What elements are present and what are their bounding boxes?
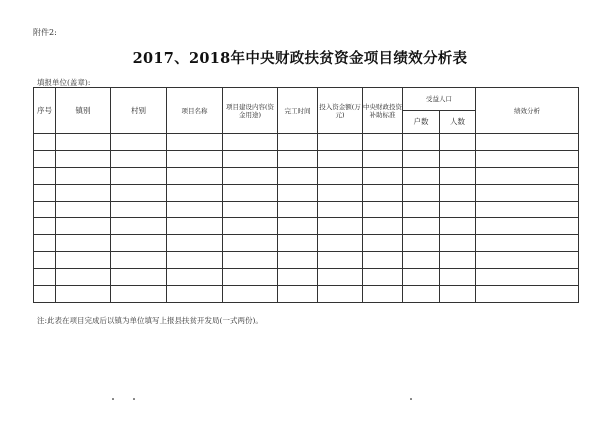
performance-table: [33, 87, 579, 303]
table-cell: [111, 134, 167, 151]
header-persons: 人数: [440, 111, 476, 134]
scan-speck: [410, 398, 412, 400]
table-cell: [318, 150, 363, 167]
header-investment: 投入资金额(万元): [318, 88, 363, 134]
table-cell: [363, 269, 403, 286]
table-row: [34, 184, 579, 201]
table-cell: [278, 269, 318, 286]
header-town: 镇别: [56, 88, 111, 134]
table-cell: [34, 167, 56, 184]
table-cell: [476, 252, 579, 269]
table-cell: [34, 269, 56, 286]
table-cell: [278, 201, 318, 218]
table-cell: [167, 235, 223, 252]
table-cell: [167, 218, 223, 235]
table-cell: [223, 286, 278, 303]
table-cell: [223, 235, 278, 252]
table-cell: [167, 134, 223, 151]
table-cell: [223, 184, 278, 201]
table-cell: [34, 150, 56, 167]
table-cell: [111, 150, 167, 167]
table-cell: [476, 218, 579, 235]
table-row: [34, 167, 579, 184]
table-cell: [167, 201, 223, 218]
table-row: [34, 150, 579, 167]
table-cell: [363, 150, 403, 167]
table-cell: [111, 201, 167, 218]
table-cell: [440, 269, 476, 286]
table-cell: [318, 252, 363, 269]
table-cell: [34, 184, 56, 201]
table-cell: [476, 184, 579, 201]
table-row: [34, 252, 579, 269]
table-cell: [111, 252, 167, 269]
table-cell: [363, 134, 403, 151]
table-cell: [56, 201, 111, 218]
table-cell: [223, 134, 278, 151]
header-construction-content: 项目建设内容(资金用途): [223, 88, 278, 134]
header-village: 村别: [111, 88, 167, 134]
table-cell: [476, 201, 579, 218]
table-row: [34, 235, 579, 252]
table-cell: [56, 134, 111, 151]
table-cell: [167, 252, 223, 269]
table-cell: [318, 134, 363, 151]
table-cell: [167, 150, 223, 167]
table-cell: [111, 167, 167, 184]
table-cell: [318, 218, 363, 235]
table-cell: [363, 184, 403, 201]
table-cell: [318, 286, 363, 303]
table-cell: [403, 286, 440, 303]
table-cell: [363, 286, 403, 303]
table-cell: [278, 218, 318, 235]
table-cell: [56, 167, 111, 184]
table-cell: [440, 134, 476, 151]
table-cell: [278, 286, 318, 303]
table-cell: [476, 167, 579, 184]
table-cell: [318, 269, 363, 286]
table-cell: [440, 167, 476, 184]
header-project-name: 项目名称: [167, 88, 223, 134]
table-row: [34, 201, 579, 218]
table-row: [34, 134, 579, 151]
header-completion-time: 完工时间: [278, 88, 318, 134]
table-cell: [223, 201, 278, 218]
table-cell: [278, 184, 318, 201]
table-cell: [440, 286, 476, 303]
table-cell: [167, 167, 223, 184]
table-cell: [56, 269, 111, 286]
table-row: [34, 269, 579, 286]
table-cell: [440, 252, 476, 269]
table-cell: [167, 269, 223, 286]
table-body: [34, 134, 579, 303]
table-cell: [56, 184, 111, 201]
table-cell: [111, 218, 167, 235]
scan-speck: [112, 398, 114, 400]
header-subsidy-standard: 中央财政投资补助标准: [363, 88, 403, 134]
page-title: 2017、2018年中央财政扶贫资金项目绩效分析表: [132, 50, 468, 67]
table-cell: [403, 201, 440, 218]
table-cell: [56, 252, 111, 269]
table-cell: [363, 167, 403, 184]
scan-speck: [133, 398, 135, 400]
header-performance-analysis: 绩效分析: [476, 88, 579, 134]
table-cell: [476, 150, 579, 167]
table-cell: [403, 150, 440, 167]
table-row: [34, 286, 579, 303]
header-seq: 序号: [34, 88, 56, 134]
table-cell: [403, 167, 440, 184]
table-cell: [363, 218, 403, 235]
table-cell: [278, 235, 318, 252]
table-cell: [111, 235, 167, 252]
table-cell: [278, 150, 318, 167]
table-cell: [278, 167, 318, 184]
table-cell: [403, 252, 440, 269]
table-cell: [440, 184, 476, 201]
table-cell: [34, 235, 56, 252]
table-cell: [223, 269, 278, 286]
table-cell: [223, 167, 278, 184]
table-cell: [403, 184, 440, 201]
table-cell: [440, 150, 476, 167]
table-cell: [278, 252, 318, 269]
table-cell: [318, 184, 363, 201]
table-cell: [318, 235, 363, 252]
table-cell: [34, 252, 56, 269]
table-cell: [223, 218, 278, 235]
table-cell: [111, 286, 167, 303]
table-cell: [56, 218, 111, 235]
table-cell: [318, 201, 363, 218]
table-cell: [56, 286, 111, 303]
table-cell: [440, 201, 476, 218]
table-cell: [440, 218, 476, 235]
table-cell: [56, 235, 111, 252]
table-cell: [363, 252, 403, 269]
table-cell: [363, 235, 403, 252]
fill-unit-label: 填报单位(盖章):: [37, 78, 91, 87]
table-cell: [476, 134, 579, 151]
table-cell: [223, 252, 278, 269]
table-row: [34, 218, 579, 235]
table-cell: [167, 286, 223, 303]
table-cell: [476, 235, 579, 252]
table-note: 注:此表在项目完成后以镇为单位填写上报县扶贫开发局(一式两份)。: [37, 316, 263, 325]
table-cell: [403, 134, 440, 151]
table-cell: [476, 269, 579, 286]
table-cell: [111, 269, 167, 286]
table-cell: [476, 286, 579, 303]
attachment-label: 附件2:: [33, 28, 57, 37]
table-cell: [278, 134, 318, 151]
table-cell: [403, 218, 440, 235]
header-households: 户数: [403, 111, 440, 134]
table-cell: [34, 201, 56, 218]
table-cell: [440, 235, 476, 252]
table-cell: [111, 184, 167, 201]
table-cell: [403, 269, 440, 286]
table-cell: [223, 150, 278, 167]
table-cell: [363, 201, 403, 218]
header-beneficiaries: 受益人口: [403, 88, 476, 111]
table-cell: [34, 286, 56, 303]
table-cell: [403, 235, 440, 252]
table-cell: [34, 218, 56, 235]
table-cell: [318, 167, 363, 184]
table-cell: [167, 184, 223, 201]
table-cell: [56, 150, 111, 167]
table-cell: [34, 134, 56, 151]
